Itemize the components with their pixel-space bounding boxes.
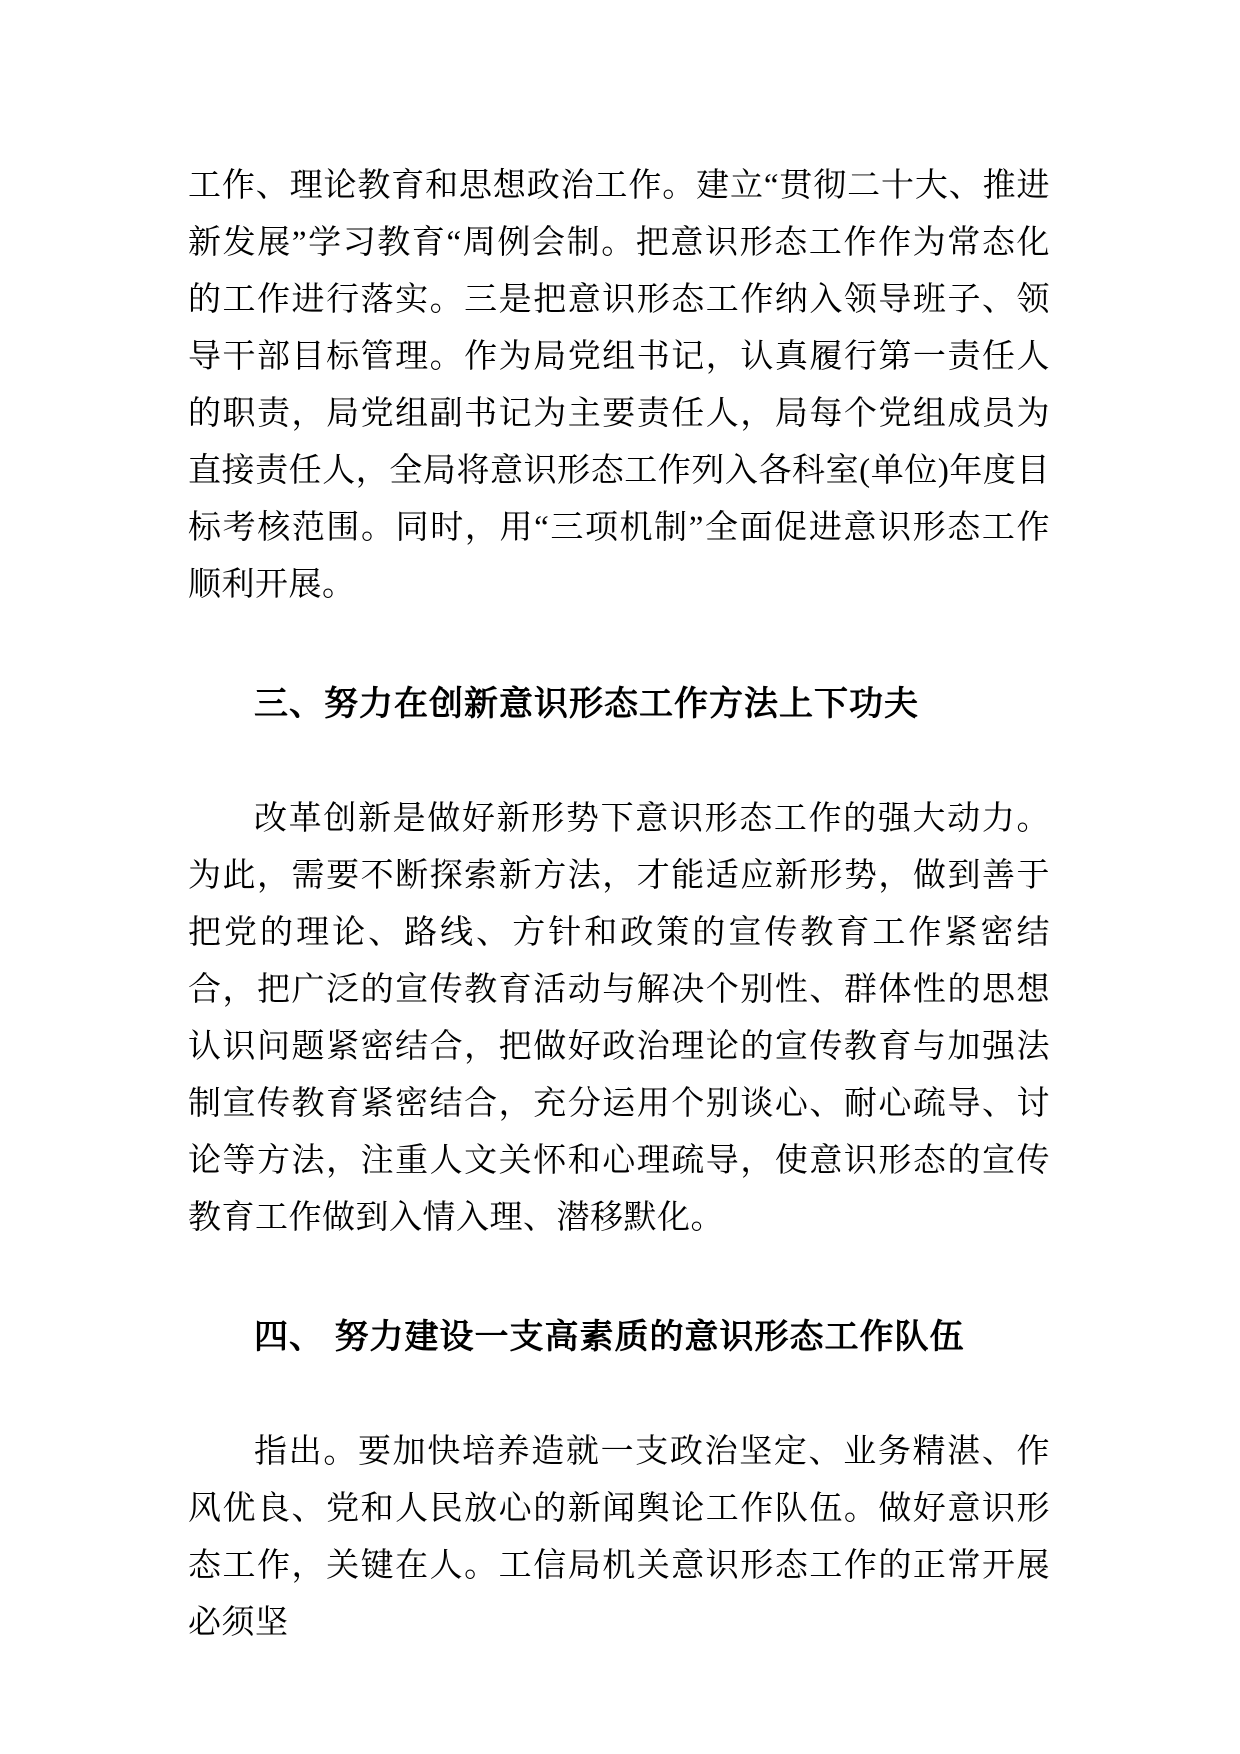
section-3-heading: 三、努力在创新意识形态工作方法上下功夫 [254,685,919,723]
section-4-heading: 四、 努力建设一支高素质的意识形态工作队伍 [254,1318,965,1356]
section-3-paragraph: 改革创新是做好新形势下意识形态工作的强大动力。为此，需要不断探索新方法，才能适应新形势，做到善于把党的理论、路线、方针和政策的宣传教育工作紧密结合，把广泛的宣传教育活动与解决个别性、群体性的思想认识问题紧密结合，把做好政治理论的宣传教育与加强法制宣传教育紧密结合，充分运用个别谈心、耐心疏导、讨论等方法，注重人文关怀和心理疏导，使意识形态的宣传教育工作做到入情入理、潜移默化。 [188,801,1050,1236]
section-4-paragraph: 指出。要加快培养造就一支政治坚定、业务精湛、作风优良、党和人民放心的新闻舆论工作队伍。做好意识形态工作，关键在人。工信局机关意识形态工作的正常开展必须坚 [188,1434,1050,1641]
continued-paragraph: 工作、理论教育和思想政治工作。建立“贯彻二十大、推进新发展”学习教育“周例会制。把意识形态工作作为常态化的工作进行落实。三是把意识形态工作纳入领导班子、领导干部目标管理。作为局党组书记，认真履行第一责任人的职责，局党组副书记为主要责任人，局每个党组成员为直接责任人，全局将意识形态工作列入各科室(单位)年度目标考核范围。同时，用“三项机制”全面促进意识形态工作顺利开展。 [188,168,1050,603]
document-content [188,158,1050,1652]
